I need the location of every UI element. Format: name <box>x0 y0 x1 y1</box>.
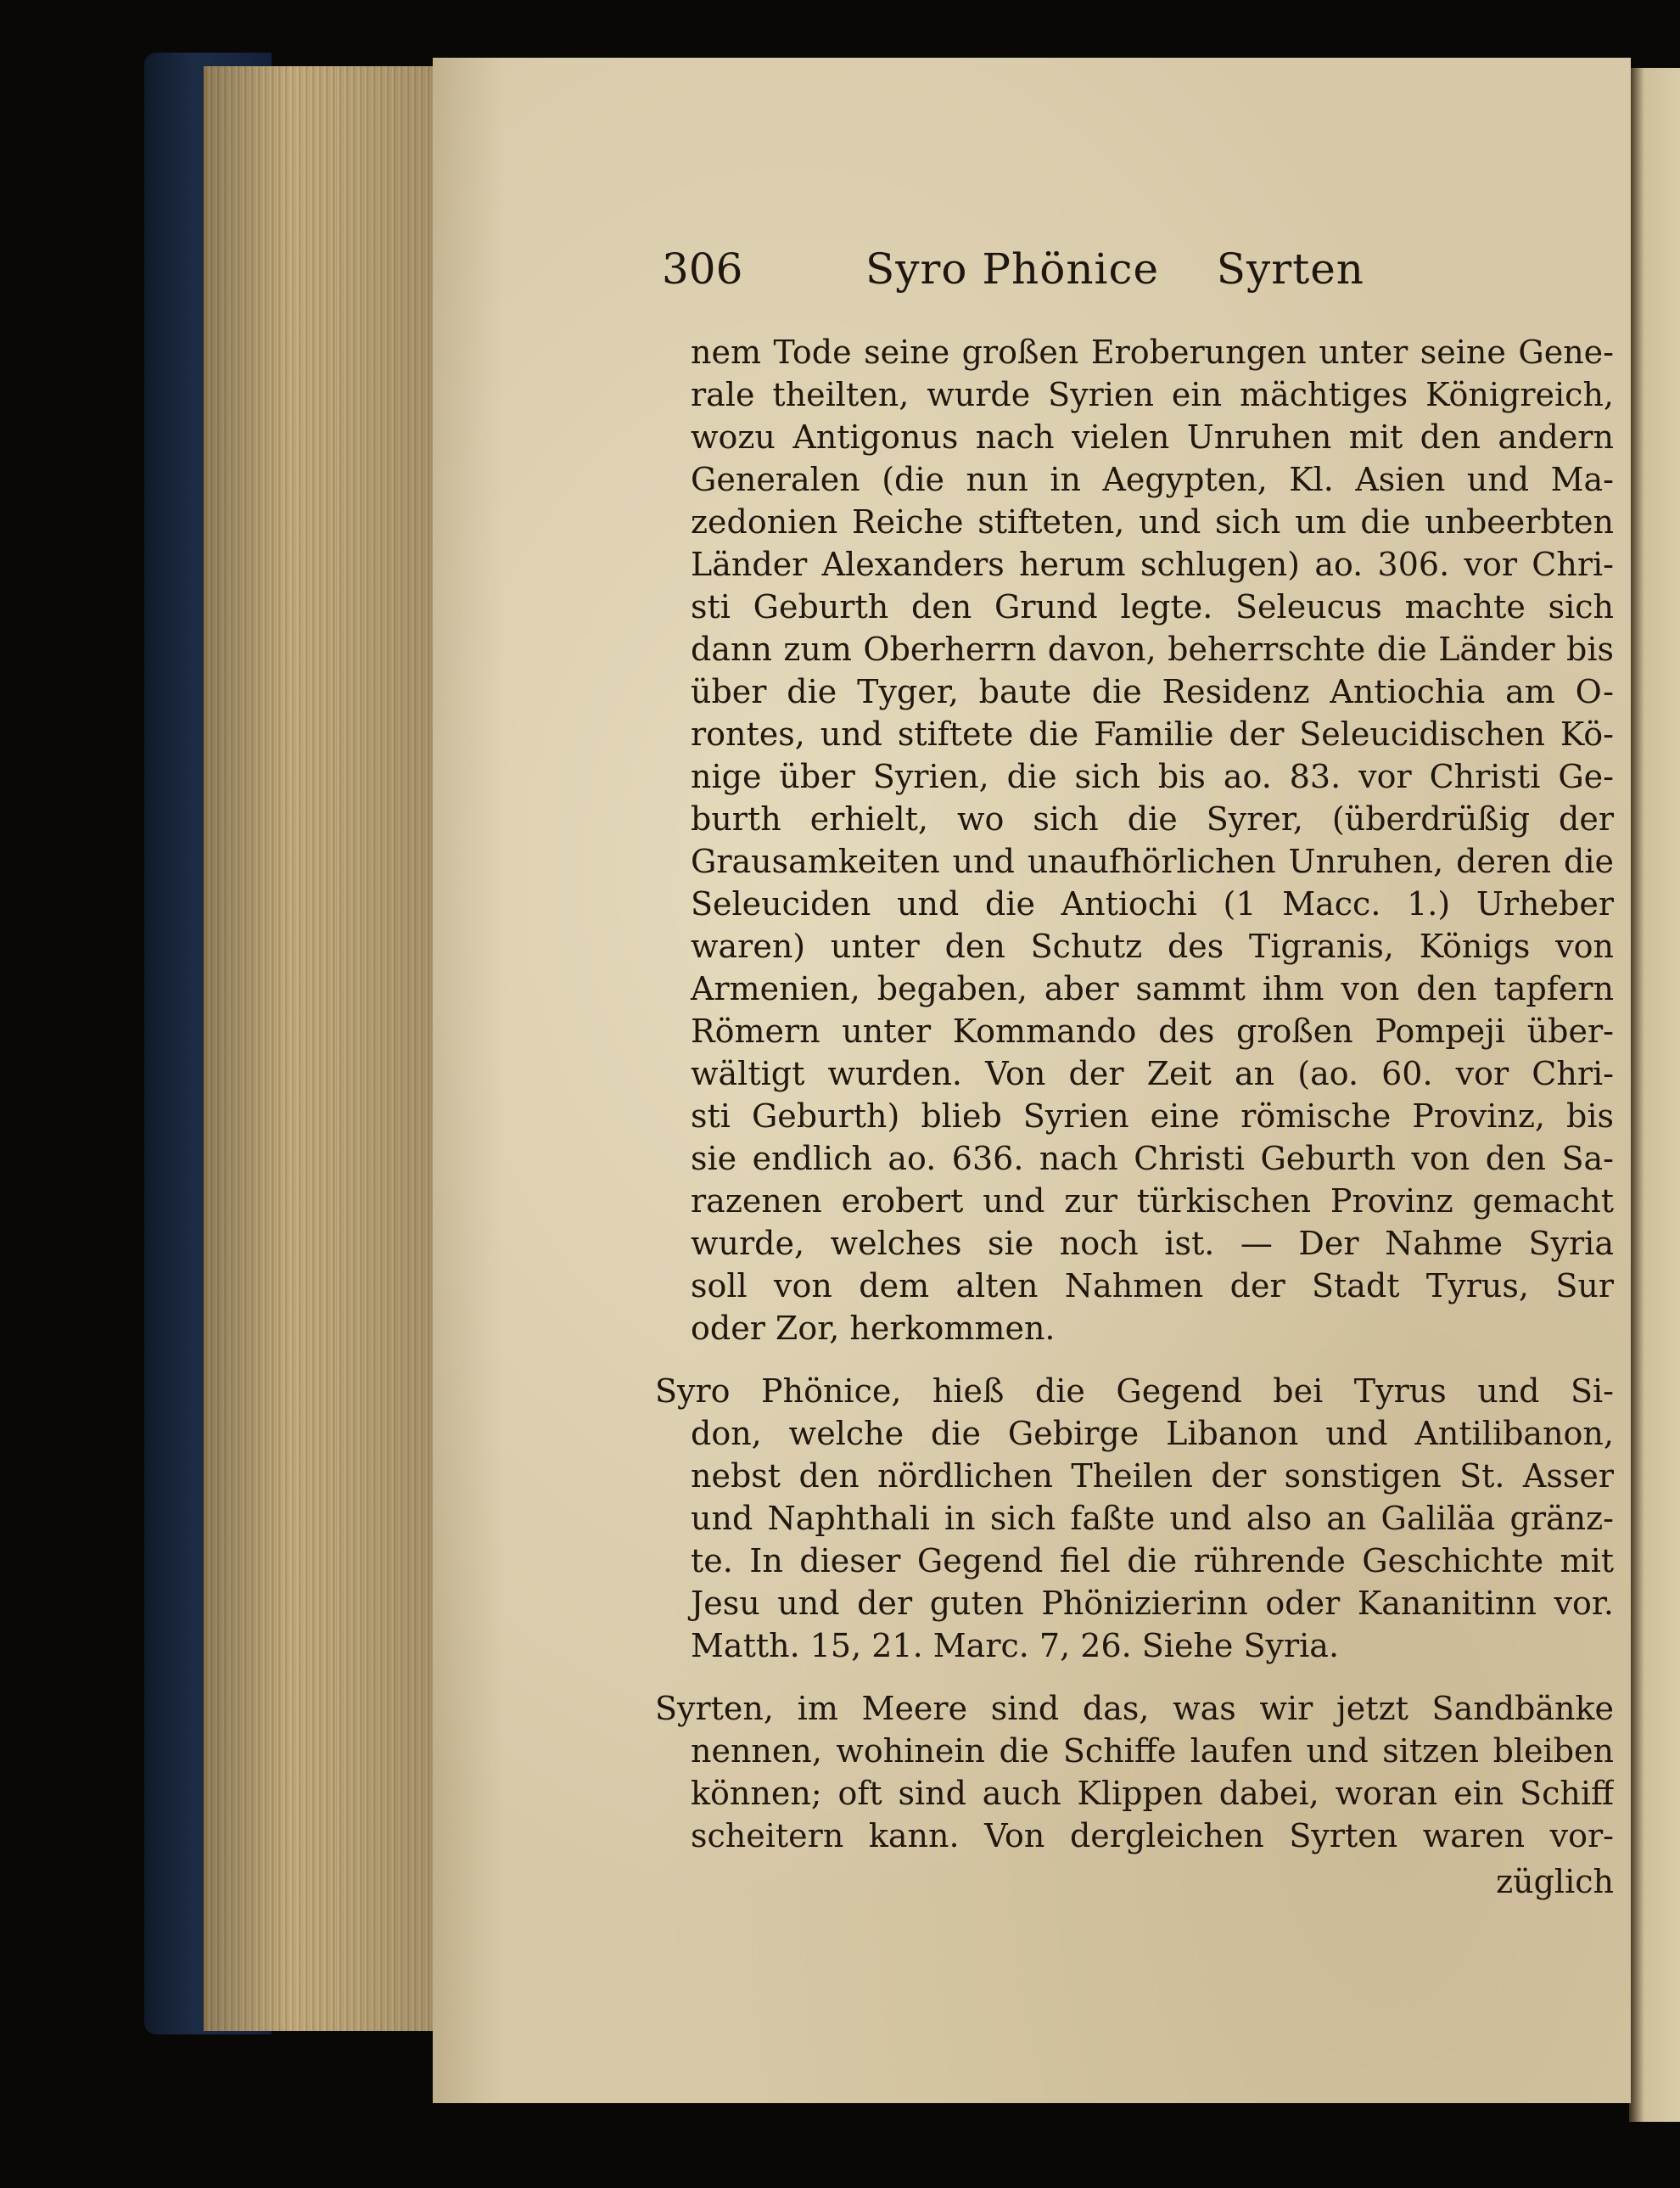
facing-page-edge <box>1629 68 1680 2122</box>
text-line: und Naphthali in sich faßte und also an Galiläa gränz- <box>691 1500 1614 1537</box>
text-line: te. In dieser Gegend fiel die rührende Geschichte mit <box>691 1542 1614 1579</box>
entry-first-line: Syrten, im Meere sind das, was wir jetzt Sandbänke <box>655 1690 1614 1727</box>
text-line: nebst den nördlichen Theilen der sonstigen St. Asser <box>691 1457 1614 1495</box>
text-line: wozu Antigonus nach vielen Unruhen mit den andern <box>691 418 1614 456</box>
text-line: zedonien Reiche stifteten, und sich um die unbeerbten <box>691 503 1614 541</box>
entry-first-line: Syro Phönice, hieß die Gegend bei Tyrus und Si- <box>655 1372 1614 1410</box>
catchword: züglich <box>1496 1863 1614 1900</box>
text-line: soll von dem alten Nahmen der Stadt Tyrus, Sur <box>691 1267 1614 1304</box>
text-line: wurde, welches sie noch ist. — Der Nahme Syria <box>691 1225 1614 1262</box>
text-line: burth erhielt, wo sich die Syrer, (überdrüßig der <box>691 800 1614 838</box>
text-line: rontes, und stiftete die Familie der Seleucidischen Kö- <box>691 715 1614 753</box>
page-edges <box>204 66 449 2031</box>
running-head <box>662 244 1595 312</box>
entry-syrten <box>655 1687 1614 1857</box>
text-line: razenen erobert und zur türkischen Provinz gemacht <box>691 1182 1614 1220</box>
entry-gap <box>655 1349 1614 1370</box>
paragraph-syria-continued <box>655 331 1614 1349</box>
text-block <box>655 331 1614 1906</box>
text-line: Armenien, begaben, aber sammt ihm von den tapfern <box>691 970 1614 1007</box>
text-line: rale theilten, wurde Syrien ein mächtiges Königreich, <box>691 376 1614 413</box>
text-line: Matth. 15, 21. Marc. 7, 26. Siehe Syria. <box>691 1627 1340 1664</box>
text-line: Länder Alexanders herum schlugen) ao. 306. vor Chri- <box>691 546 1614 583</box>
text-line: sti Geburth) blieb Syrien eine römische Provinz, bis <box>691 1097 1614 1135</box>
text-line: dann zum Oberherrn davon, beherrschte die Länder bis <box>691 631 1614 668</box>
text-line: nige über Syrien, die sich bis ao. 83. vor Christi Ge- <box>691 758 1614 795</box>
text-line: don, welche die Gebirge Libanon und Antilibanon, <box>691 1415 1614 1452</box>
text-line: sie endlich ao. 636. nach Christi Geburth von den Sa- <box>691 1140 1614 1177</box>
text-line: nennen, wohinein die Schiffe laufen und sitzen bleiben <box>691 1732 1614 1770</box>
text-line: nem Tode seine großen Eroberungen unter seine Gene- <box>691 334 1614 371</box>
book-page <box>433 58 1631 2103</box>
text-line: Seleuciden und die Antiochi (1 Macc. 1.) Urheber <box>691 885 1614 923</box>
running-head-title: Syro Phönice Syrten <box>865 244 1364 294</box>
text-line: Grausamkeiten und unaufhörlichen Unruhen, deren die <box>691 843 1614 880</box>
text-line: sti Geburth den Grund legte. Seleucus machte sich <box>691 588 1614 626</box>
text-line: Generalen (die nun in Aegypten, Kl. Asien und Ma- <box>691 461 1614 498</box>
text-line: Römern unter Kommando des großen Pompeji über- <box>691 1013 1614 1050</box>
text-line: scheitern kann. Von dergleichen Syrten waren vor- <box>691 1817 1614 1854</box>
entry-gap <box>655 1667 1614 1687</box>
page-number: 306 <box>662 244 743 294</box>
text-line: wältigt wurden. Von der Zeit an (ao. 60. vor Chri- <box>691 1055 1614 1092</box>
text-line: können; oft sind auch Klippen dabei, woran ein Schiff <box>691 1775 1614 1812</box>
text-line: Jesu und der guten Phönizierinn oder Kananitinn vor. <box>691 1585 1614 1622</box>
text-line: über die Tyger, baute die Residenz Antiochia am O- <box>691 673 1614 710</box>
text-line: oder Zor, herkommen. <box>691 1310 1056 1347</box>
text-line: waren) unter den Schutz des Tigranis, Königs von <box>691 928 1614 965</box>
entry-syro-phoenice <box>655 1370 1614 1667</box>
